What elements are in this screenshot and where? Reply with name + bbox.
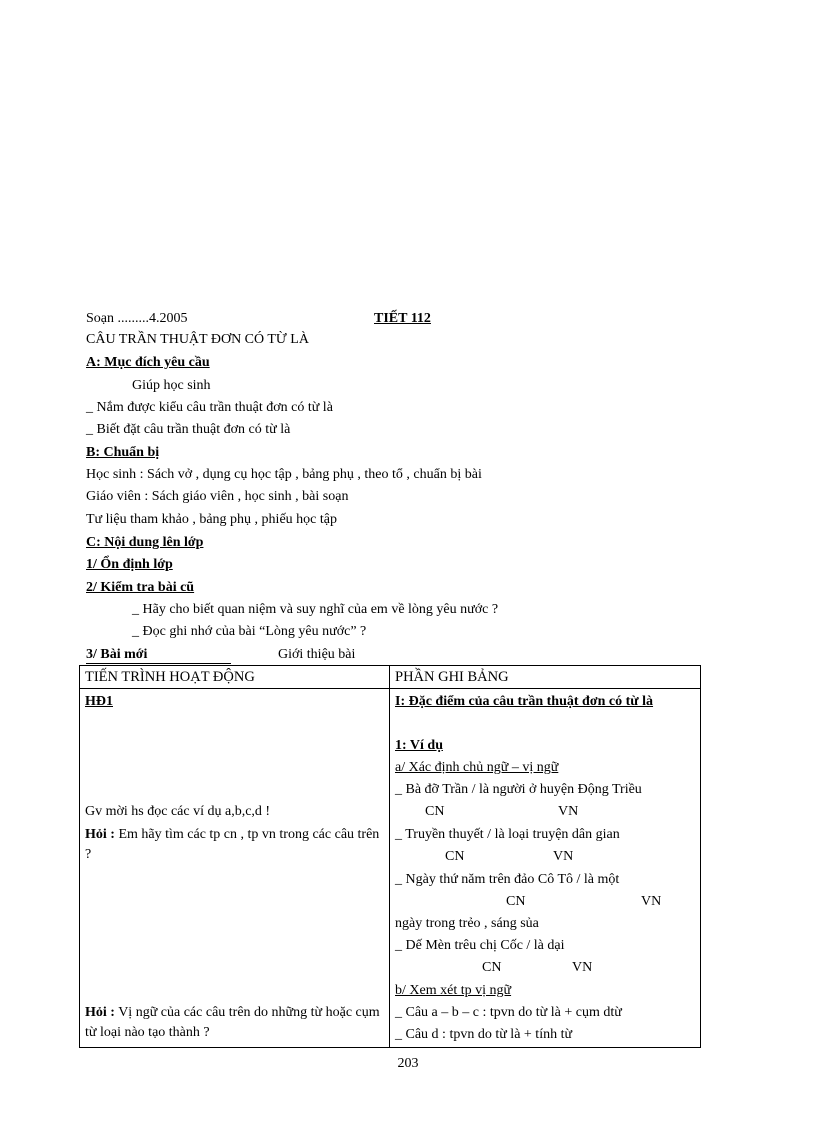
vn-label: VN xyxy=(641,894,662,909)
notes-heading: I: Đặc điểm của câu trần thuật đơn có từ là xyxy=(395,694,654,709)
section-a-item: _ Nắm được kiểu câu trần thuật đơn có từ là xyxy=(86,400,333,415)
question-label: Hỏi : xyxy=(85,827,115,842)
cn-label: CN xyxy=(425,804,445,819)
lesson-table xyxy=(79,665,701,1048)
activity-cell xyxy=(80,689,390,1048)
question-1 xyxy=(85,825,384,865)
review-question: _ Đọc ghi nhớ của bài “Lòng yêu nước” ? xyxy=(132,624,367,639)
example-sentence: _ Bà đỡ Trần / là người ở huyện Động Triều xyxy=(395,782,642,797)
step-3-label: 3/ Bài mới xyxy=(86,646,231,664)
notes-subheading: 1: Ví dụ xyxy=(395,738,443,753)
left-column-header: TIẾN TRÌNH HOẠT ĐỘNG xyxy=(80,666,390,689)
right-column-header: PHẦN GHI BẢNG xyxy=(390,666,701,689)
analysis-line: _ Câu d : tpvn do từ là + tính từ xyxy=(395,1027,573,1042)
step-3-note: Giới thiệu bài xyxy=(278,647,356,662)
section-b-heading: B: Chuẩn bị xyxy=(86,445,160,460)
analysis-line: _ Câu a – b – c : tpvn do từ là + cụm dtừ xyxy=(395,1005,622,1020)
section-a-item: _ Biết đặt câu trần thuật đơn có từ là xyxy=(86,422,291,437)
lesson-title: CÂU TRẦN THUẬT ĐƠN CÓ TỪ LÀ xyxy=(86,332,309,347)
page-number: 203 xyxy=(397,1056,419,1071)
date-line: Soạn .........4.2005 xyxy=(86,311,188,326)
question-2 xyxy=(85,1003,384,1043)
cn-label: CN xyxy=(506,894,526,909)
section-b-item: Học sinh : Sách vở , dụng cụ học tập , bảng phụ , theo tổ , chuẩn bị bài xyxy=(86,467,482,482)
teacher-instruction: Gv mời hs đọc các ví dụ a,b,c,d ! xyxy=(85,804,271,819)
example-sentence: _ Dế Mèn trêu chị Cốc / là dại xyxy=(395,938,565,953)
notes-subheading-b: b/ Xem xét tp vị ngữ xyxy=(395,983,512,998)
question-text: Em hãy tìm các tp cn , tp vn trong các câu trên ? xyxy=(85,827,380,862)
section-a-heading: A: Mục đích yêu cầu xyxy=(86,355,210,370)
example-sentence-continued: ngày trong trẻo , sáng sủa xyxy=(395,916,539,931)
question-label: Hỏi : xyxy=(85,1005,115,1020)
vn-label: VN xyxy=(558,804,579,819)
cn-label: CN xyxy=(445,849,465,864)
vn-label: VN xyxy=(572,960,593,975)
cn-label: CN xyxy=(482,960,502,975)
step-3 xyxy=(86,646,231,664)
activity-label: HĐ1 xyxy=(85,694,113,709)
notes-cell xyxy=(390,689,701,1048)
step-2: 2/ Kiểm tra bài cũ xyxy=(86,580,195,595)
section-b-item: Giáo viên : Sách giáo viên , học sinh , bài soạn xyxy=(86,489,349,504)
section-b-item: Tư liệu tham khảo , bảng phụ , phiếu học tập xyxy=(86,512,337,527)
step-1: 1/ Ổn định lớp xyxy=(86,557,173,572)
notes-subheading-a: a/ Xác định chủ ngữ – vị ngữ xyxy=(395,760,559,775)
example-sentence: _ Ngày thứ năm trên đảo Cô Tô / là một xyxy=(395,872,620,887)
lesson-number: TIẾT 112 xyxy=(374,311,431,326)
vn-label: VN xyxy=(553,849,574,864)
section-a-intro: Giúp học sinh xyxy=(132,378,211,393)
question-text: Vị ngữ của các câu trên do những từ hoặc cụm từ loại nào tạo thành ? xyxy=(85,1005,380,1040)
section-c-heading: C: Nội dung lên lớp xyxy=(86,535,204,550)
example-sentence: _ Truyền thuyết / là loại truyện dân gian xyxy=(395,827,620,842)
review-question: _ Hãy cho biết quan niệm và suy nghĩ của em về lòng yêu nước ? xyxy=(132,602,499,617)
